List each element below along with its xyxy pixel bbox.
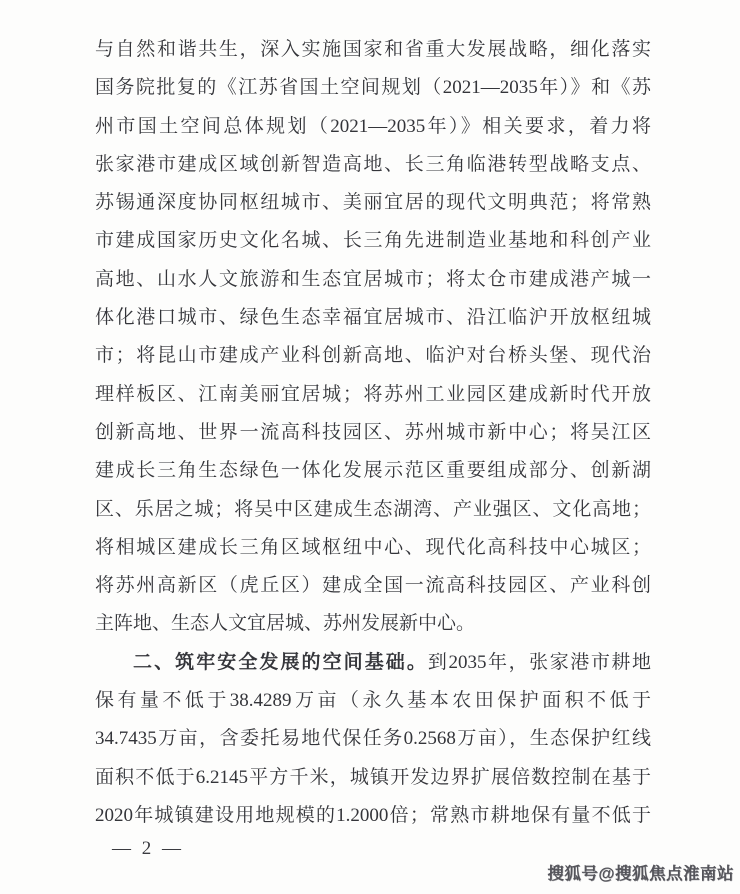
text-line: 州市国土空间总体规划（2021—2035年）》相关要求，着力将 — [95, 115, 651, 137]
text-line: 市；将昆山市建成产业科创新高地、临沪对台桥头堡、现代治 — [95, 345, 651, 367]
text-line: 面积不低于6.2145平方千米，城镇开发边界扩展倍数控制在基于 — [95, 766, 651, 788]
text-line: 区、乐居之城；将吴中区建成生态湖湾、产业强区、文化高地； — [95, 498, 651, 520]
text-line: 将相城区建成长三角区域枢纽中心、现代化高科技中心城区； — [95, 536, 651, 558]
text-run: 到2035年，张家港市耕地 — [427, 651, 651, 673]
text-line: 体化港口城市、绿色生态幸福宜居城市、沿江临沪开放枢纽城 — [95, 307, 651, 329]
page-number: — 2 — — [112, 838, 184, 859]
text-line: 与自然和谐共生，深入实施国家和省重大发展战略，细化落实 — [95, 39, 651, 60]
watermark: 搜狐号@搜狐焦点淮南站 — [547, 865, 734, 883]
text-line: 34.7435万亩，含委托易地代保任务0.2568万亩），生态保护红线 — [95, 728, 651, 750]
text-line: 主阵地、生态人文宜居城、苏州发展新中心。 — [95, 613, 476, 635]
paragraph-first-line — [95, 644, 651, 682]
text-line: 国务院批复的《江苏省国土空间规划（2021—2035年）》和《苏 — [95, 77, 651, 99]
text-line: 保有量不低于38.4289万亩（永久基本农田保护面积不低于 — [95, 690, 651, 712]
text-line: 理样板区、江南美丽宜居城；将苏州工业园区建成新时代开放 — [95, 383, 651, 405]
text-line: 建成长三角生态绿色一体化发展示范区重要组成部分、创新湖 — [95, 460, 651, 482]
text-line: 将苏州高新区（虎丘区）建成全国一流高科技园区、产业科创 — [95, 575, 651, 597]
text-line: 高地、山水人文旅游和生态宜居城市；将太仓市建成港产城一 — [95, 268, 651, 290]
text-line: 苏锡通深度协同枢纽城市、美丽宜居的现代文明典范；将常熟 — [95, 192, 651, 214]
section-heading: 二、筑牢安全发展的空间基础。 — [133, 651, 428, 673]
text-line: 市建成国家历史文化名城、长三角先进制造业基地和科创产业 — [95, 230, 651, 252]
text-line: 创新高地、世界一流高科技园区、苏州城市新中心；将吴江区 — [95, 421, 651, 443]
text-line: 2020年城镇建设用地规模的1.2000倍；常熟市耕地保有量不低于 — [95, 804, 651, 826]
text-line: 张家港市建成区域创新智造高地、长三角临港转型战略支点、 — [95, 153, 651, 175]
document-body — [95, 31, 651, 835]
